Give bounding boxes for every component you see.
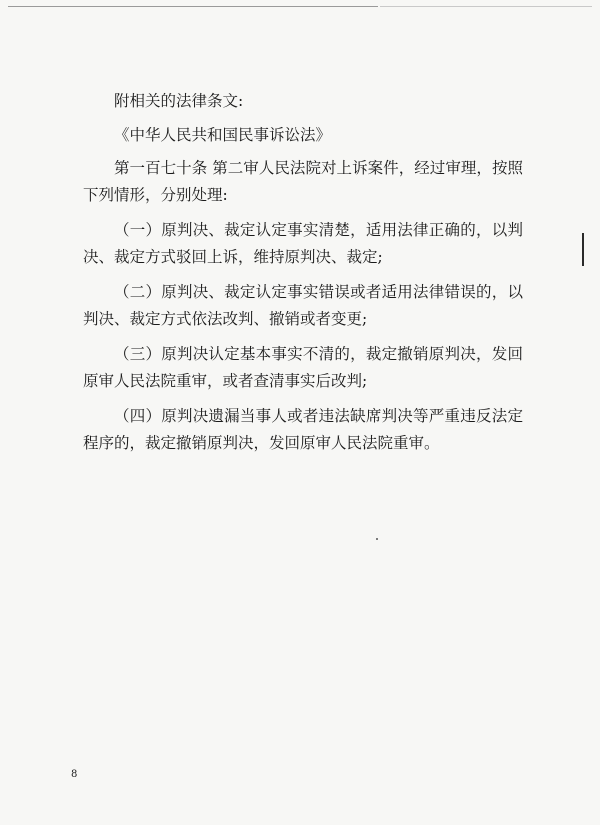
clause-4 [83,403,523,456]
clause-2 [83,279,523,332]
law-title: 《中华人民共和国民事诉讼法》 [114,125,332,144]
clause-1-line-2: 决、裁定方式驳回上诉，维持原判决、裁定; [83,247,383,266]
article-line-1: 第一百七十条 第二审人民法院对上诉案件，经过审理，按照 [114,159,523,177]
document-body [83,88,523,465]
top-rule-faint [380,6,592,7]
clause-4-line-1: （四）原判决遗漏当事人或者违法缺席判决等严重违反法定 [114,407,523,425]
clause-4-line-2: 程序的，裁定撤销原判决，发回原审人民法院重审。 [83,433,440,452]
top-rule [8,6,378,7]
article-line-2: 下列情形，分别处理: [83,185,228,204]
clause-1 [83,217,523,270]
intro-line: 附相关的法律条文: [114,92,244,110]
clause-3-line-1: （三）原判决认定基本事实不清的，裁定撤销原判决，发回 [114,345,523,363]
clause-2-line-1: （二）原判决、裁定认定事实错误或者适用法律错误的，以 [114,283,523,301]
clause-3 [83,341,523,394]
margin-mark [582,233,584,266]
clause-2-line-2: 判决、裁定方式依法改判、撤销或者变更; [83,309,368,328]
clause-3-line-2: 原审人民法院重审，或者查清事实后改判; [83,371,368,390]
scan-speck [376,538,378,540]
page-number: 8 [71,769,78,780]
clause-1-line-1: （一）原判决、裁定认定事实清楚，适用法律正确的，以判 [114,221,523,239]
article-170 [83,155,523,208]
